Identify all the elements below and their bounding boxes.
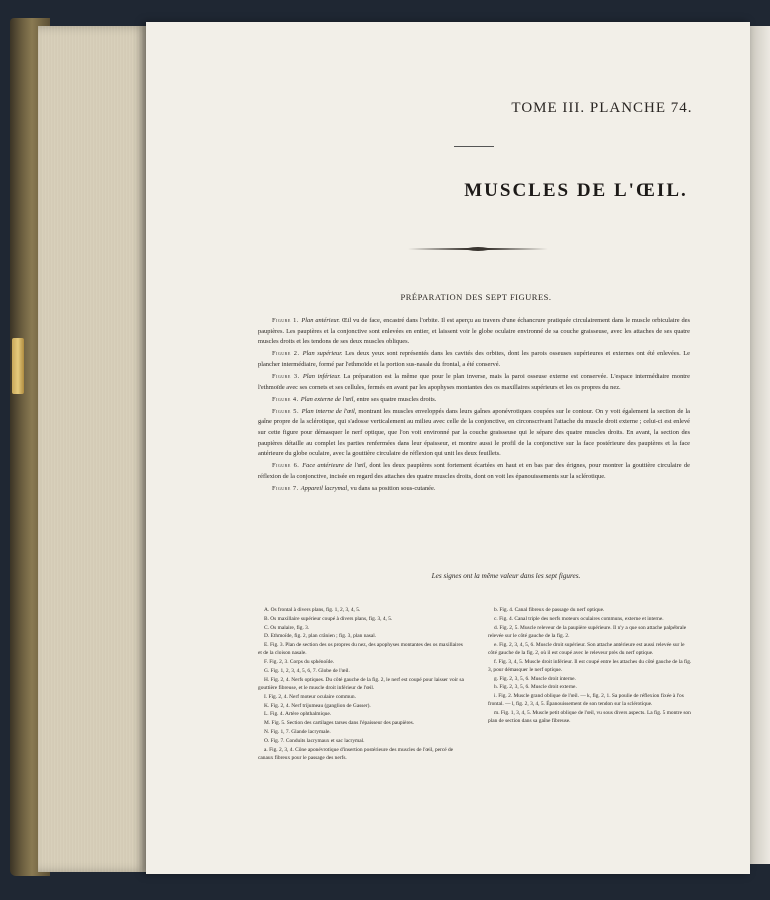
legend-item: M. Fig. 5. Section des cartilages tarses dans l'épaisseur des paupières. — [264, 720, 415, 727]
legend-item: E. Fig. 3. Plan de section des os propres du nez, des apophyses montantes des os maxillaires et de la cloison nasale. — [258, 642, 463, 657]
figure-label: Figure 3. — [272, 372, 303, 380]
legend-item: A. Os frontal à divers plans, fig. 1, 2, 3, 4, 5. — [264, 607, 361, 613]
figure-label: Figure 2. — [272, 350, 303, 358]
figure-text: La préparation est la même que pour le plan inverse, mais la paroi osseuse externe est conservée. L'espace intermédiaire montre l'ethmoïde avec ses cornets et ses cellules, fermés en avant par les apophyses montantes des os maxillaires supérieurs et les os propres du nez. — [258, 372, 691, 391]
figure-paragraph — [258, 372, 690, 393]
figure-name: Face antérieure de l'œil, — [302, 462, 370, 470]
book-clasp — [12, 338, 24, 394]
legend-item: i. Fig. 2. Muscle grand oblique de l'œil. — k, fig. 2, 1. Sa poulie de réflexion fixée à l'os frontal. — l, fig. 2, 3, 4, 5. Épanouissement de son tendon sur la sclérotique. — [488, 693, 684, 708]
legend-item: g. Fig. 2, 3, 5, 6. Muscle droit interne. — [494, 675, 576, 682]
figure-paragraph — [258, 484, 690, 495]
figure-text: montrant les muscles enveloppés dans leurs gaînes aponévrotiques coupées sur le contour. On y voit également la section de la gaîne propre de la sclérotique, qui s'adosse verticalement au milieu avec celle de la conjonctive, en circonscrivant l'attache du muscle droit externe ; celui-ci est enlevé sur cette figure pour démasquer le nerf optique, que l'on voit environné par la couche graisseuse qui le sépare des quatre muscles droits. En avant, la section des paupières détaille au complet les parties renfermées dans leur épaisseur, et montre aussi le profil de la conjonctive sur la face postérieure des paupières et la face antérieure du globe oculaire, avec la gouttière circulaire de réflexion qui unit les deux feuillets. — [258, 407, 690, 458]
legend-item: c. Fig. 4. Canal triple des nerfs moteurs oculaires communs, externe et interne. — [494, 615, 664, 622]
figure-text: dont les deux paupières sont fortement écartées en haut et en bas par des érignes, pour montrer la gouttière circulaire de réflexion de la conjonctive, incisée en regard des attaches des quatre muscles droits, dont on voit les épanouissements sur la sclérotique. — [258, 462, 690, 480]
figure-text: entre ses quatre muscles droits. — [356, 395, 437, 403]
figure-name: Appareil lacrymal, — [300, 484, 351, 492]
figure-name: Plan antérieur. — [301, 317, 342, 324]
preparation-title: PRÉPARATION DES SEPT FIGURES. — [400, 292, 552, 302]
plate-number: TOME III. PLANCHE 74. — [511, 100, 693, 116]
legend-item: N. Fig. 1, 7. Glande lacrymale. — [264, 728, 331, 735]
ornament-divider — [408, 246, 548, 252]
figure-paragraph — [258, 349, 690, 370]
figure-paragraph — [258, 461, 690, 482]
figure-paragraph — [258, 316, 690, 348]
figure-label: Figure 7. — [272, 484, 301, 492]
figure-name: Plan supérieur. — [302, 350, 346, 358]
legend-item: L. Fig. 4. Artère ophthalmique. — [264, 711, 332, 718]
figure-name: Plan externe de l'œil, — [300, 395, 357, 403]
legend-item: m. Fig. 1, 3, 4, 5. Muscle petit oblique de l'œil, vu sous divers aspects. La fig. 5 montre son plan de section dans sa gaîne fibreuse. — [488, 710, 691, 725]
book-page-edges — [38, 26, 148, 872]
figure-label: Figure 1. — [272, 317, 302, 324]
figure-name: Plan inférieur. — [302, 372, 344, 380]
legend-item: H. Fig. 2, 4. Nerfs optiques. Du côté gauche de la fig. 2, le nerf est coupé pour laisser voir sa gouttière fibreuse, et le muscle droit inférieur de l'œil. — [258, 676, 464, 691]
legend-item: a. Fig. 2, 3, 4. Cône aponévrotique d'insertion postérieure des muscles de l'œil, percé de canaux fibreux pour le passage des nerfs. — [258, 746, 454, 761]
legend-item: D. Ethmoïde, fig. 2, plan crânien ; fig. 3, plan nasal. — [264, 633, 377, 640]
page-title: MUSCLES DE L'ŒIL. — [464, 180, 688, 201]
legend-item: F. Fig. 2, 3. Corps du sphénoïde. — [264, 659, 335, 666]
legend-column-left — [258, 606, 464, 763]
legend-item: b. Fig. 4. Canal fibreux de passage du nerf optique. — [494, 607, 605, 613]
legend-item: K. Fig. 2, 4. Nerf trijumeau (ganglion de Gasser). — [264, 702, 371, 709]
legend-item: f. Fig. 3, 4, 5. Muscle droit inférieur. Il est coupé entre les attaches du côté gauche de la fig. 3, pour démasquer le nerf optique. — [488, 658, 692, 673]
figure-descriptions — [258, 316, 690, 496]
title-divider — [454, 146, 494, 147]
legend-item: d. Fig. 2, 5. Muscle releveur de la paupière supérieure. Il n'y a que son attache palpébrale relevée sur le côté gauche de la fig. 2. — [488, 624, 687, 639]
legend-item: B. Os maxillaire supérieur coupé à divers plans, fig. 3, 4, 5. — [264, 615, 393, 622]
signs-note: Les signes ont la même valeur dans les sept figures. — [431, 572, 581, 580]
figure-paragraph — [258, 395, 690, 406]
figure-name: Plan interne de l'œil, — [301, 407, 359, 415]
legend-item: O. Fig. 7. Conduits lacrymaux et sac lacrymal. — [264, 737, 365, 744]
figure-label: Figure 5. — [272, 407, 302, 415]
legend-item: h. Fig. 2, 3, 5, 6. Muscle droit externe. — [494, 684, 577, 691]
legend-item: G. Fig. 1, 2, 3, 4, 5, 6, 7. Globe de l'œil. — [264, 667, 350, 674]
legend-item: C. Os malaire, fig. 3. — [264, 624, 310, 631]
page-content — [146, 22, 750, 874]
figure-text: Les deux yeux sont représentés dans les cavités des orbites, dont les parois osseuses supérieures et externes ont été enlevées. Le plancher intermédiaire, formé par l'ethmoïde et la portion sus-nasale du frontal, a été conservé. — [258, 350, 691, 368]
legend-item: e. Fig. 2, 3, 4, 5, 6. Muscle droit supérieur. Son attache antérieure est aussi relevée sur le côté gauche de la fig. 2, où il est coupé avec le releveur près du nerf optique. — [488, 641, 685, 656]
figure-paragraph — [258, 407, 690, 460]
next-page-edge — [748, 26, 770, 864]
figure-text: vu dans sa position sous-cutanée. — [350, 484, 436, 492]
figure-label: Figure 6. — [272, 462, 303, 470]
legend-column-right — [488, 606, 692, 726]
legend-item: I. Fig. 2, 4. Nerf moteur oculaire commun. — [264, 693, 356, 700]
figure-label: Figure 4. — [272, 395, 301, 403]
figure-text: Œil vu de face, encastré dans l'orbite. Il est aperçu au travers d'une échancrure pratiquée circulairement dans le muscle orbiculaire des paupières. Les paupières et la conjonctive sont enlevées en entier, et laissent voir le globe oculaire environné de sa couche graisseuse, avec les attaches de ses quatre muscles droits et les tendons de ses deux muscles obliques. — [258, 317, 691, 346]
